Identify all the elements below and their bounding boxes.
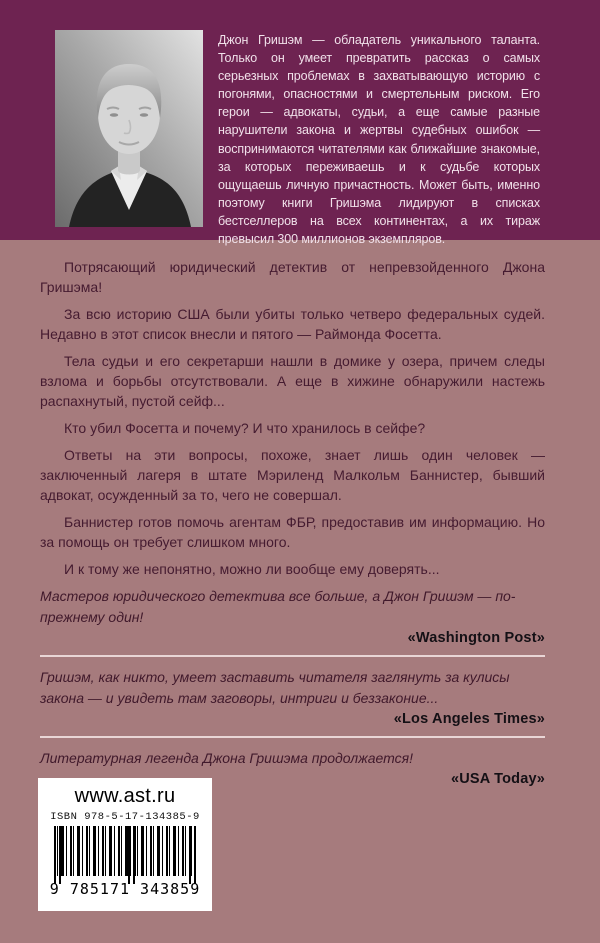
book-annotation [40, 257, 545, 586]
press-reviews [40, 586, 545, 787]
annotation-paragraph: Тела судьи и его секретарши нашли в домике у озера, причем следы взлома и борьбы отсутствовали. А еще в хижине обнаружили настежь распахнутый, пустой сейф... [40, 353, 545, 409]
barcode-guard-bar [194, 826, 196, 884]
review-quote: Мастеров юридического детектива все больше, а Джон Гришэм — по-прежнему один! [40, 588, 516, 625]
barcode-guard-bar [133, 826, 135, 884]
author-bio-text: Джон Гришэм — обладатель уникального таланта. Только он умеет превратить рассказ о самых серьезных проблемах в захватывающую историю с погонями, опасностями и смертельным риском. Его герои — адвокаты, судьи, а еще самые разные нарушители закона и жертвы судебных ошибок — воспринимаются читателями как ближайшие знакомые, за которых переживаешь и к судьбе которых ощущаешь личную причастность. Может быть, именно поэтому книги Гришэма лидируют в списках бестселлеров на всех континентах, а их тираж превысил 300 миллионов экземпляров. [218, 33, 540, 247]
barcode-guard-bar [189, 826, 191, 884]
publisher-website: www.ast.ru [74, 785, 176, 807]
annotation-paragraph: Потрясающий юридический детектив от непревзойденного Джона Гришэма! [40, 259, 545, 295]
ean-barcode [46, 826, 204, 900]
barcode-guard-bar [54, 826, 56, 884]
annotation-paragraph: Ответы на эти вопросы, похоже, знает лишь один человек — заключенный лагеря в штате Мэриленд Малкольм Баннистер, бывший адвокат, осужденный за то, чего не совершал. [40, 447, 545, 503]
author-photo [55, 30, 203, 227]
review-quote: Гришэм, как никто, умеет заставить читателя заглянуть за кулисы закона — и увидеть там заговоры, интриги и беззаконие... [40, 669, 510, 706]
review-washington-post [40, 586, 545, 646]
isbn-label: ISBN 978-5-17-134385-9 [50, 811, 200, 823]
annotation-paragraph: И к тому же непонятно, можно ли вообще ему доверять... [64, 561, 440, 577]
author-portrait-image [55, 30, 203, 227]
review-los-angeles-times [40, 655, 545, 727]
barcode-bars [54, 826, 196, 876]
review-source: «Washington Post» [407, 630, 545, 646]
review-source: «Los Angeles Times» [393, 711, 545, 727]
barcode-digits: 9 785171 343859 [49, 880, 201, 898]
annotation-paragraph: За всю историю США были убиты только четверо федеральных судей. Недавно в этот список внесли и пятого — Раймонда Фосетта. [40, 306, 545, 342]
annotation-paragraph: Баннистер готов помочь агентам ФБР, предоставив им информацию. Но за помощь он требует слишком много. [40, 514, 545, 550]
annotation-paragraph: Кто убил Фосетта и почему? И что хранилось в сейфе? [64, 420, 426, 436]
barcode-guard-bar [59, 826, 61, 884]
publisher-box [38, 778, 212, 911]
review-source: «USA Today» [450, 771, 545, 787]
review-quote: Литературная легенда Джона Гришэма продолжается! [40, 750, 414, 766]
author-header-section [0, 0, 600, 247]
barcode-guard-bar [128, 826, 130, 884]
